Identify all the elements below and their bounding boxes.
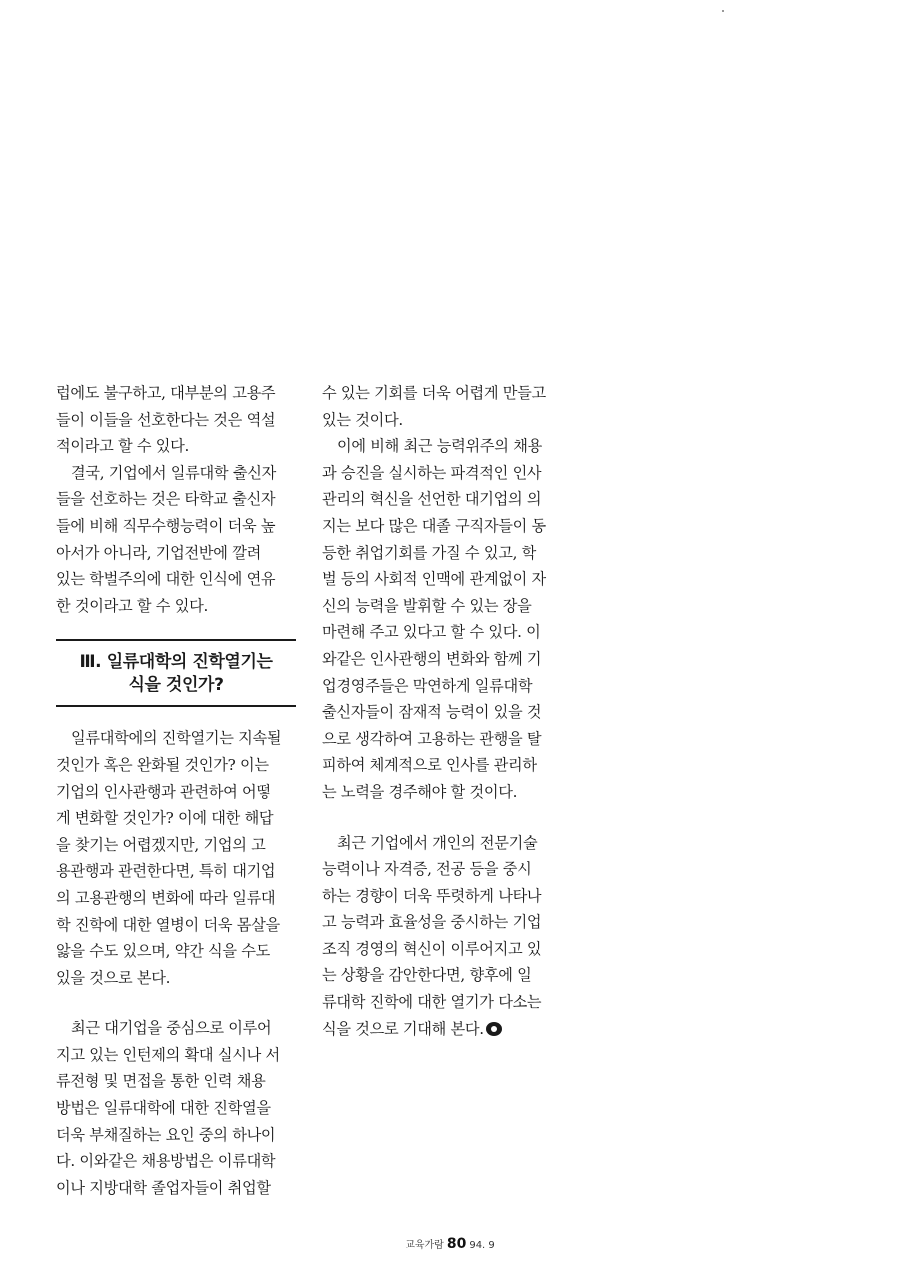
section-heading xyxy=(56,639,296,707)
left-paragraph-4 xyxy=(56,1015,296,1201)
text-line: 학 진학에 대한 열병이 더욱 몸살을 xyxy=(56,915,280,934)
text-line: 들이 이들을 선호한다는 것은 역설 xyxy=(56,410,276,429)
text-line: 는 상황을 감안한다면, 향후에 일 xyxy=(322,966,532,985)
right-column xyxy=(322,380,562,1042)
paragraph-gap xyxy=(322,806,562,830)
text-line: 최근 기업에서 개인의 전문기술 xyxy=(337,833,538,852)
text-line: 들을 선호하는 것은 타학교 출신자 xyxy=(56,490,276,509)
text-line: 최근 대기업을 중심으로 이루어 xyxy=(71,1019,272,1038)
text-line: 와같은 인사관행의 변화와 함께 기 xyxy=(322,649,542,668)
text-line: 이에 비해 최근 능력위주의 채용 xyxy=(337,437,542,456)
text-line: 지고 있는 인턴제의 확대 실시나 서 xyxy=(56,1045,280,1064)
text-line: 능력이나 자격증, 전공 등을 중시 xyxy=(322,860,532,879)
text-line: 앓을 수도 있으며, 약간 식을 수도 xyxy=(56,942,270,961)
text-line: 용관행과 관련한다면, 특히 대기업 xyxy=(56,862,276,881)
text-line: 과 승진을 실시하는 파격적인 인사 xyxy=(322,463,542,482)
section-heading-line-2: 식을 것인가? xyxy=(128,675,224,696)
left-column xyxy=(56,380,296,1201)
text-line: 신의 능력을 발휘할 수 있는 장을 xyxy=(322,596,532,615)
text-line: 다. 이와같은 채용방법은 이류대학 xyxy=(56,1152,276,1171)
text-line: 고 능력과 효율성을 중시하는 기업 xyxy=(322,913,542,932)
text-line: 하는 경향이 더욱 뚜렷하게 나타나 xyxy=(322,886,542,905)
text-line: 아서가 아니라, 기업전반에 깔려 xyxy=(56,543,261,562)
text-line: 한 것이라고 할 수 있다. xyxy=(56,596,208,615)
text-line: 일류대학에의 진학열기는 지속될 xyxy=(71,729,282,748)
page-number: 80 xyxy=(446,1236,467,1252)
text-line: 조직 경영의 혁신이 이루어지고 있 xyxy=(322,939,542,958)
text-line: 결국, 기업에서 일류대학 출신자 xyxy=(71,463,276,482)
text-line: 있는 것이다. xyxy=(322,410,403,429)
magazine-name: 교육가람 xyxy=(405,1240,444,1251)
text-line: 벌 등의 사회적 인맥에 관계없이 자 xyxy=(322,570,546,589)
text-line-content: 식을 것으로 기대해 본다. xyxy=(322,1019,484,1038)
left-paragraph-2 xyxy=(56,460,296,620)
text-line: 피하여 체계적으로 인사를 관리하 xyxy=(322,756,537,775)
text-line: 이나 지방대학 졸업자들이 취업할 xyxy=(56,1178,271,1197)
text-line: 출신자들이 잠재적 능력이 있을 것 xyxy=(322,703,542,722)
left-paragraph-3 xyxy=(56,725,296,991)
text-line: 는 노력을 경주해야 할 것이다. xyxy=(322,782,518,801)
text-line: 지는 보다 많은 대졸 구직자들이 동 xyxy=(322,516,546,535)
issue-date: 94. 9 xyxy=(469,1240,495,1251)
text-line: 을 찾기는 어렵겠지만, 기업의 고 xyxy=(56,835,266,854)
page-footer xyxy=(0,1236,900,1252)
right-paragraph-3 xyxy=(322,830,562,1043)
right-paragraph-1 xyxy=(322,380,562,433)
text-line: 수 있는 기회를 더욱 어렵게 만들고 xyxy=(322,384,546,402)
section-heading-line-1: Ⅲ. 일류대학의 진학열기는 xyxy=(79,652,273,673)
text-line: 더욱 부채질하는 요인 중의 하나이 xyxy=(56,1125,276,1144)
text-line: 관리의 혁신을 선언한 대기업의 의 xyxy=(322,490,542,509)
text-line: 류전형 및 면접을 통한 인력 채용 xyxy=(56,1072,266,1091)
scan-speck xyxy=(722,10,724,12)
text-line: 마련해 주고 있다고 할 수 있다. 이 xyxy=(322,623,541,642)
text-line: 럽에도 불구하고, 대부분의 고용주 xyxy=(56,384,276,402)
text-line: 기업의 인사관행과 관련하여 어떻 xyxy=(56,782,271,801)
text-line: 으로 생각하여 고용하는 관행을 탈 xyxy=(322,729,542,748)
text-line: 게 변화할 것인가? 이에 대한 해답 xyxy=(56,809,274,828)
text-line: 적이라고 할 수 있다. xyxy=(56,437,190,456)
paragraph-gap xyxy=(56,991,296,1015)
text-line: 들에 비해 직무수행능력이 더욱 높 xyxy=(56,516,276,535)
left-paragraph-1 xyxy=(56,380,296,460)
text-line: 업경영주들은 막연하게 일류대학 xyxy=(322,676,533,695)
text-line: 등한 취업기회를 가질 수 있고, 학 xyxy=(322,543,536,562)
end-of-article-icon xyxy=(486,1022,502,1036)
text-line: 의 고용관행의 변화에 따라 일류대 xyxy=(56,888,276,907)
right-paragraph-2 xyxy=(322,433,562,805)
text-line: 있을 것으로 본다. xyxy=(56,968,171,987)
text-line: 류대학 진학에 대한 열기가 다소는 xyxy=(322,993,542,1012)
text-line: 방법은 일류대학에 대한 진학열을 xyxy=(56,1099,271,1118)
text-line xyxy=(322,1016,562,1043)
text-line: 있는 학벌주의에 대한 인식에 연유 xyxy=(56,570,276,589)
text-line: 것인가 혹은 완화될 것인가? 이는 xyxy=(56,755,269,774)
